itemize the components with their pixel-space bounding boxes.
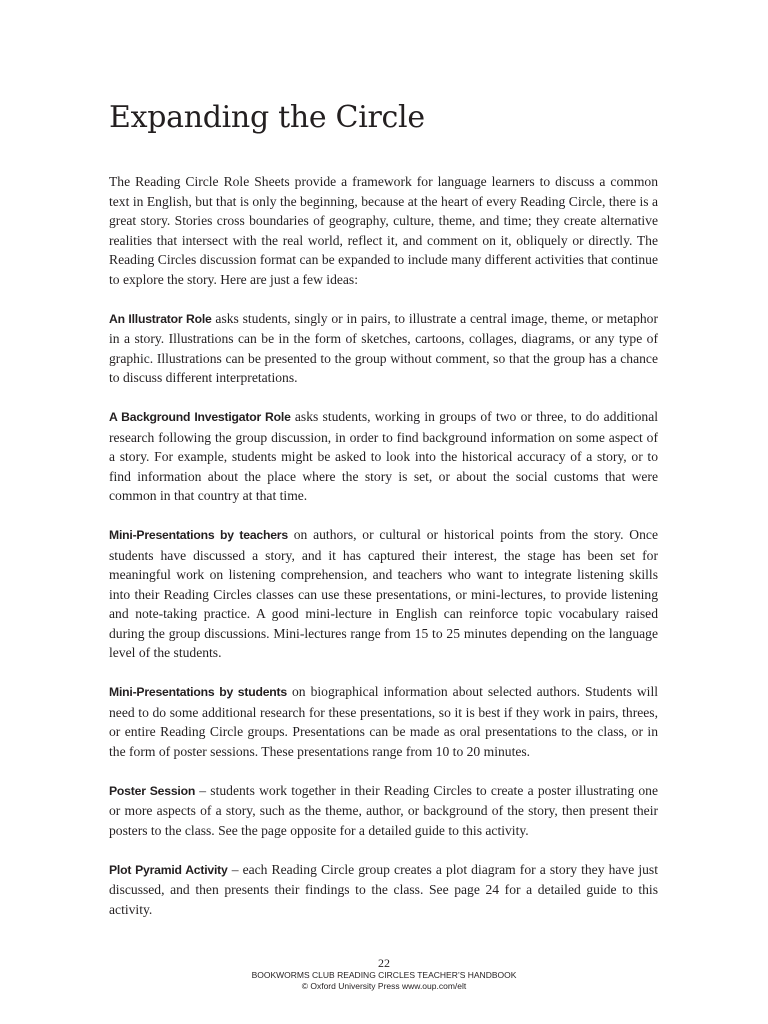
body-text — [109, 172, 658, 939]
illustrator-role-paragraph — [109, 309, 658, 388]
paragraph-text: asks students, working in groups of two or three, to do additional research following the group discussion, in order to find background information on some aspect of a story. For example, students might be asked to look into the historical accuracy of a story, or to find information about the place where the story is set, or about the social customs that were common in that country at that time. — [109, 409, 658, 503]
student-presentations-paragraph — [109, 682, 658, 761]
plot-pyramid-paragraph — [109, 860, 658, 920]
paragraph-lead: Poster Session — [109, 783, 196, 798]
handbook-title: BOOKWORMS CLUB READING CIRCLES TEACHER’S HANDBOOK — [251, 970, 517, 980]
paragraph-lead: Plot Pyramid Activity — [109, 862, 228, 877]
intro-paragraph: The Reading Circle Role Sheets provide a framework for language learners to discuss a common text in English, but that is only the beginning, because at the heart of every Reading Circle, there is a great story. Stories cross boundaries of geography, culture, theme, and time; they create alternative realities that intersect with the real world, reflect it, and comment on it, obliquely or directly. The Reading Circles discussion format can be expanded to include many different activities that continue to explore the story. Here are just a few ideas: — [109, 174, 658, 287]
paragraph-text: on authors, or cultural or historical points from the story. Once students have discussed a story, and it has captured their interest, the stage has been set for meaningful work on listening comprehension, and teachers who want to integrate listening skills into their Reading Circles classes can use these presentations, or mini-lectures, to provide listening and note-taking practice. A good mini-lecture in English can reinforce topic vocabulary raised during the group discussions. Mini-lectures range from 15 to 25 minutes depending on the language level of the students. — [109, 527, 658, 660]
paragraph-lead: Mini-Presentations by students — [109, 685, 287, 699]
poster-session-paragraph — [109, 781, 658, 841]
paragraph-text: – each Reading Circle group creates a plot diagram for a story they have just discussed, and then presents their findings to the class. See page 24 for a detailed guide to this activity. — [109, 861, 658, 917]
paragraph-lead: An Illustrator Role — [109, 311, 212, 326]
paragraph-text: asks students, singly or in pairs, to illustrate a central image, theme, or metaphor in a story. Illustrations can be in the form of sketches, cartoons, collages, diagrams, or any type of graphic. Illustrations can be presented to the group without comment, so that the group has a chance to discuss different interpretations. — [109, 310, 659, 385]
teacher-presentations-paragraph — [109, 525, 658, 663]
page-title: Expanding the Circle — [109, 100, 425, 135]
paragraph-lead: Mini-Presentations by teachers — [109, 528, 288, 542]
paragraph-text: – students work together in their Reading Circles to create a poster illustrating one or more aspects of a story, such as the theme, author, or background of the story, then present their posters to the class. See the page opposite for a detailed guide to this activity. — [109, 782, 658, 838]
background-investigator-paragraph — [109, 407, 658, 506]
page-footer — [0, 957, 768, 992]
page-number: 22 — [378, 956, 390, 970]
paragraph-text: on biographical information about selected authors. Students will need to do some additional research for these presentations, so it is best if they work in pairs, threes, or entire Reading Circle groups. Presentations can be made as oral presentations to the class, or in the form of poster sessions. These presentations range from 10 to 20 minutes. — [109, 684, 658, 759]
paragraph-lead: A Background Investigator Role — [109, 410, 291, 424]
copyright-line: © Oxford University Press www.oup.com/elt — [301, 981, 467, 991]
